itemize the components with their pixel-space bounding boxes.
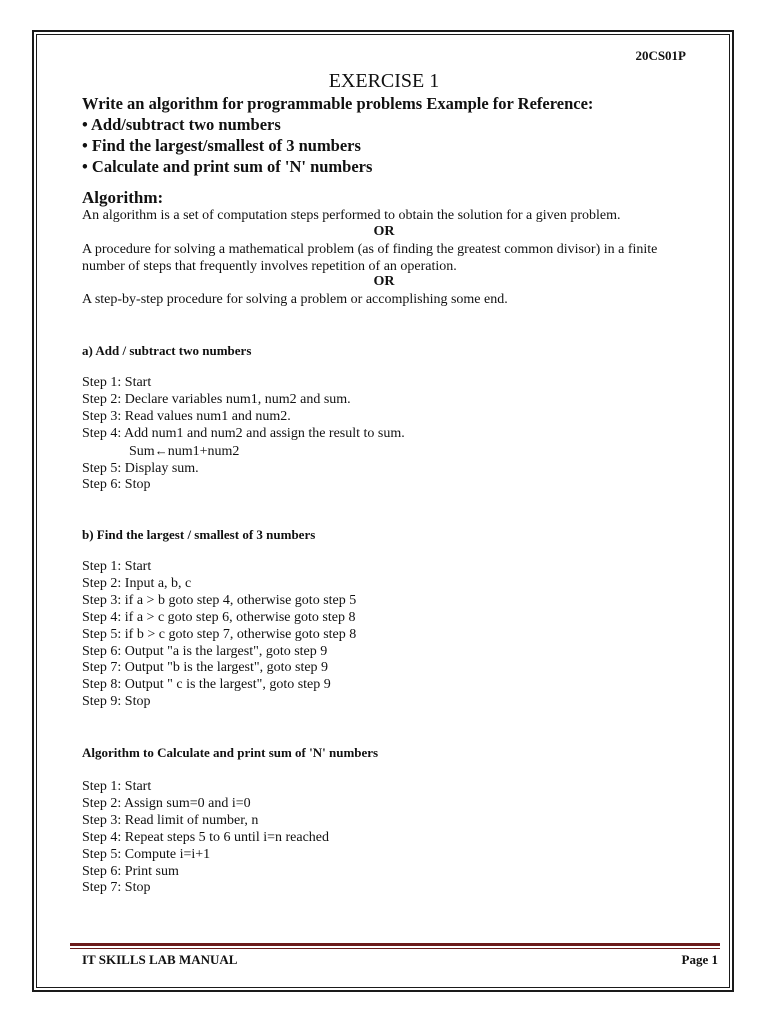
intro-bullet: • Add/subtract two numbers <box>82 115 281 134</box>
step-line: Step 5: Display sum. <box>82 460 199 476</box>
step-line: Step 7: Output "b is the largest", goto step 9 <box>82 660 329 676</box>
step-line: Step 8: Output " c is the largest", goto step 9 <box>82 677 331 693</box>
or-separator: OR <box>373 274 395 289</box>
intro-bullet: • Find the largest/smallest of 3 numbers <box>82 136 361 155</box>
step-line: Step 4: if a > c goto step 6, otherwise goto step 8 <box>82 609 356 625</box>
section-b-title: b) Find the largest / smallest of 3 numbers <box>82 527 316 542</box>
section-a-title: a) Add / subtract two numbers <box>82 343 252 358</box>
step-line: Step 2: Declare variables num1, num2 and sum. <box>82 391 351 407</box>
or-separator: OR <box>373 224 395 239</box>
step-line: Step 6: Output "a is the largest", goto step 9 <box>82 643 328 659</box>
step-line: Step 6: Print sum <box>82 863 179 879</box>
step-line: Step 9: Stop <box>82 694 151 710</box>
course-code: 20CS01P <box>635 48 686 63</box>
step-line: Step 2: Input a, b, c <box>82 575 192 591</box>
definition-2: A procedure for solving a mathematical problem (as of finding the greatest common divisor) in a finite number of steps that frequently involves repetition of an operation. <box>82 242 658 274</box>
step-line: Step 1: Start <box>82 375 152 390</box>
section-a-steps <box>82 375 405 494</box>
formula-left: Sum <box>129 443 155 459</box>
formula-right: num1+num2 <box>167 443 240 459</box>
page-title: EXERCISE 1 <box>328 70 440 92</box>
step-line: Step 2: Assign sum=0 and i=0 <box>82 795 251 811</box>
step-line: Step 4: Add num1 and num2 and assign the result to sum. <box>82 425 405 441</box>
step-line: Step 3: Read limit of number, n <box>82 812 259 828</box>
step-line: Step 4: Repeat steps 5 to 6 until i=n reached <box>82 829 330 845</box>
step-line: Step 5: Compute i=i+1 <box>82 846 211 862</box>
step-line: Step 7: Stop <box>82 880 151 896</box>
intro-line: Write an algorithm for programmable problems Example for Reference: <box>82 94 594 113</box>
step-line: Step 3: if a > b goto step 4, otherwise goto step 5 <box>82 592 357 608</box>
definition-1: An algorithm is a set of computation steps performed to obtain the solution for a given problem. <box>82 208 621 223</box>
intro-bullet: • Calculate and print sum of 'N' numbers <box>82 157 373 176</box>
left-arrow-icon: ← <box>154 442 168 458</box>
step-line: Step 1: Start <box>82 559 152 574</box>
algorithm-heading: Algorithm: <box>82 188 164 207</box>
definition-3: A step-by-step procedure for solving a problem or accomplishing some end. <box>82 292 508 307</box>
step-line: Step 5: if b > c goto step 7, otherwise goto step 8 <box>82 626 357 642</box>
page-number: Page 1 <box>681 952 718 967</box>
footer-divider <box>70 948 720 949</box>
intro-block <box>82 93 722 177</box>
formula-line <box>82 443 405 461</box>
footer-manual-title: IT SKILLS LAB MANUAL <box>82 952 238 967</box>
footer-divider <box>70 943 720 946</box>
step-line: Step 3: Read values num1 and num2. <box>82 408 291 424</box>
step-line: Step 6: Stop <box>82 477 151 493</box>
section-c-title: Algorithm to Calculate and print sum of 'N' numbers <box>82 745 379 760</box>
section-c-steps <box>82 779 329 897</box>
step-line: Step 1: Start <box>82 779 152 794</box>
section-b-steps <box>82 559 356 711</box>
